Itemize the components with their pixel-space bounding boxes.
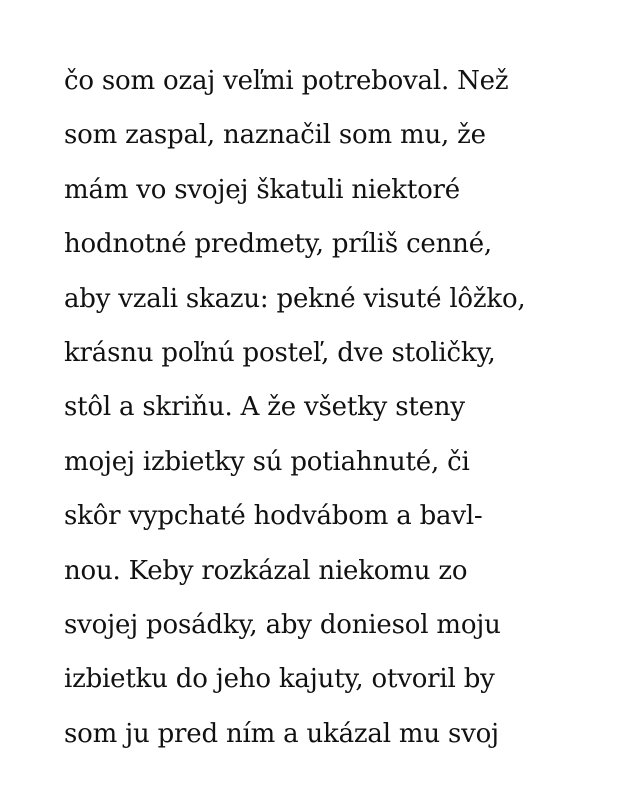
- text-line: mojej izbietky sú potiahnuté, či: [64, 446, 470, 477]
- text-line: čo som ozaj veľmi potreboval. Než: [64, 66, 509, 96]
- text-line: hodnotné predmety, príliš cenné,: [64, 229, 492, 260]
- text-line: nou. Keby rozkázal niekomu zo: [64, 555, 468, 586]
- body-text: [64, 54, 624, 761]
- text-line: izbietku do jeho kajuty, otvoril by: [64, 664, 495, 695]
- text-line: stôl a skriňu. A že všetky steny: [64, 392, 465, 423]
- text-line: som zaspal, naznačil som mu, že: [64, 120, 486, 151]
- text-line: svojej posádky, aby doniesol moju: [64, 609, 501, 640]
- text-line: aby vzali skazu: pekné visuté lôžko,: [64, 283, 526, 314]
- text-line: som ju pred ním a ukázal mu svoj: [64, 718, 499, 749]
- text-line: skôr vypchaté hodvábom a bavl-: [64, 501, 483, 532]
- text-line: mám vo svojej škatuli niektoré: [64, 174, 460, 205]
- text-line: krásnu poľnú posteľ, dve stoličky,: [64, 337, 496, 368]
